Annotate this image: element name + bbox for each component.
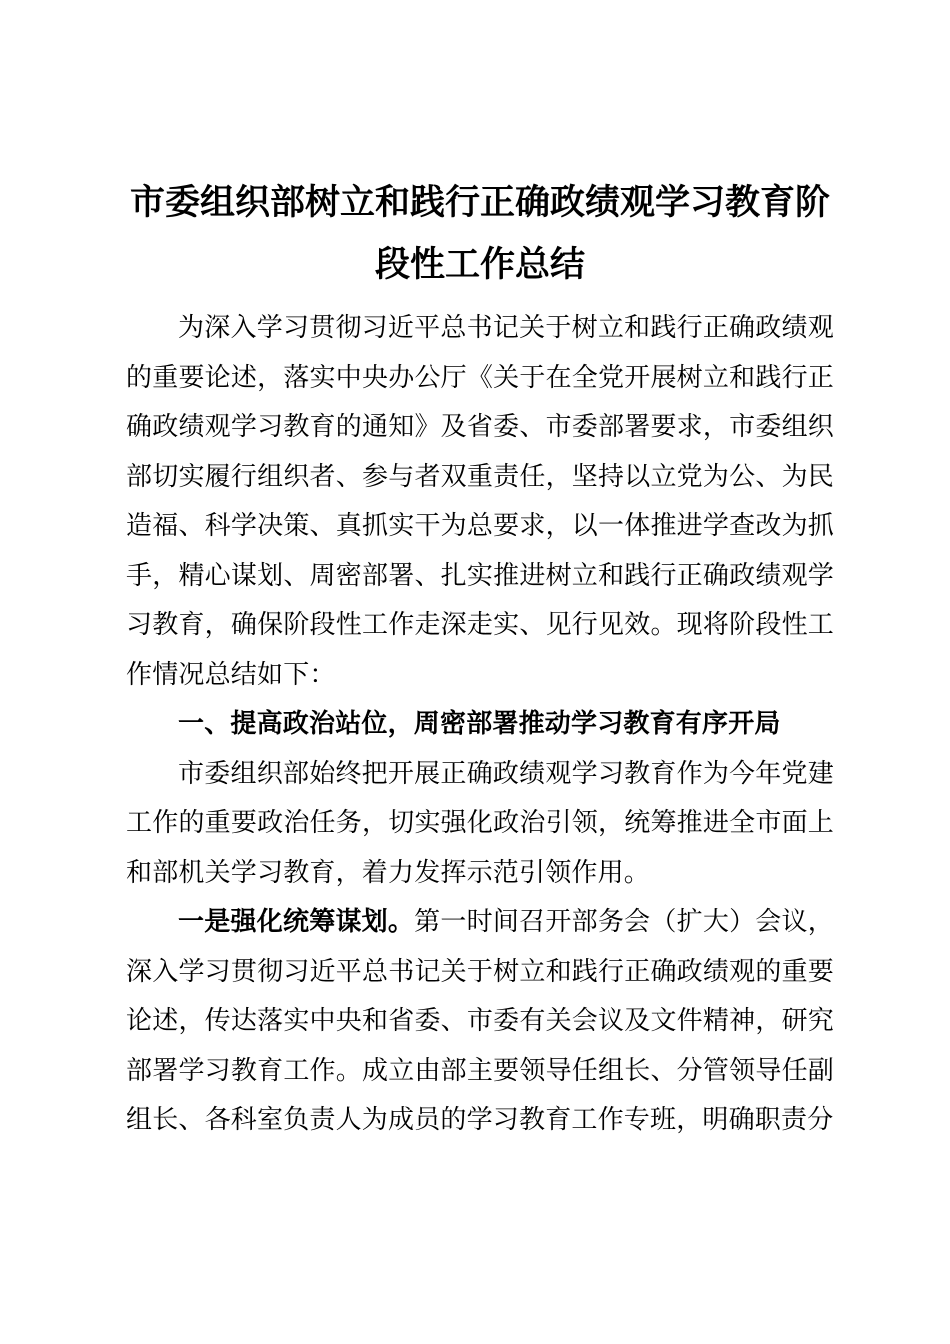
section-1-heading: 一、提高政治站位，周密部署推动学习教育有序开局 — [178, 709, 781, 739]
section-1-paragraph-2 — [126, 898, 834, 1146]
section-1-paragraph-1: 市委组织部始终把开展正确政绩观学习教育作为今年党建工作的重要政治任务，切实强化政治引领，统筹推进全市面上和部机关学习教育，着力发挥示范引领作用。 — [126, 758, 834, 888]
paragraph-lead-emphasis: 一是强化统筹谋划。 — [178, 907, 415, 937]
intro-paragraph: 为深入学习贯彻习近平总书记关于树立和践行正确政绩观的重要论述，落实中央办公厅《关于在全党开展树立和践行正确政绩观学习教育的通知》及省委、市委部署要求，市委组织部切实履行组织者、参与者双重责任，坚持以立党为公、为民造福、科学决策、真抓实干为总要求，以一体推进学查改为抓手，精心谋划、周密部署、扎实推进树立和践行正确政绩观学习教育，确保阶段性工作走深走实、见行见效。现将阶段性工作情况总结如下： — [126, 313, 834, 690]
document-content — [126, 0, 834, 1146]
paragraph-body-text: 第一时间召开部务会（扩大）会议，深入学习贯彻习近平总书记关于树立和践行正确政绩观的重要论述，传达落实中央和省委、市委有关会议及文件精神，研究部署学习教育工作。成立由部主要领导任组长、分管领导任副组长、各科室负责人为成员的学习教育工作专班，明确职责分 — [126, 907, 834, 1135]
document-title: 市委组织部树立和践行正确政绩观学习教育阶段性工作总结 — [129, 183, 830, 285]
